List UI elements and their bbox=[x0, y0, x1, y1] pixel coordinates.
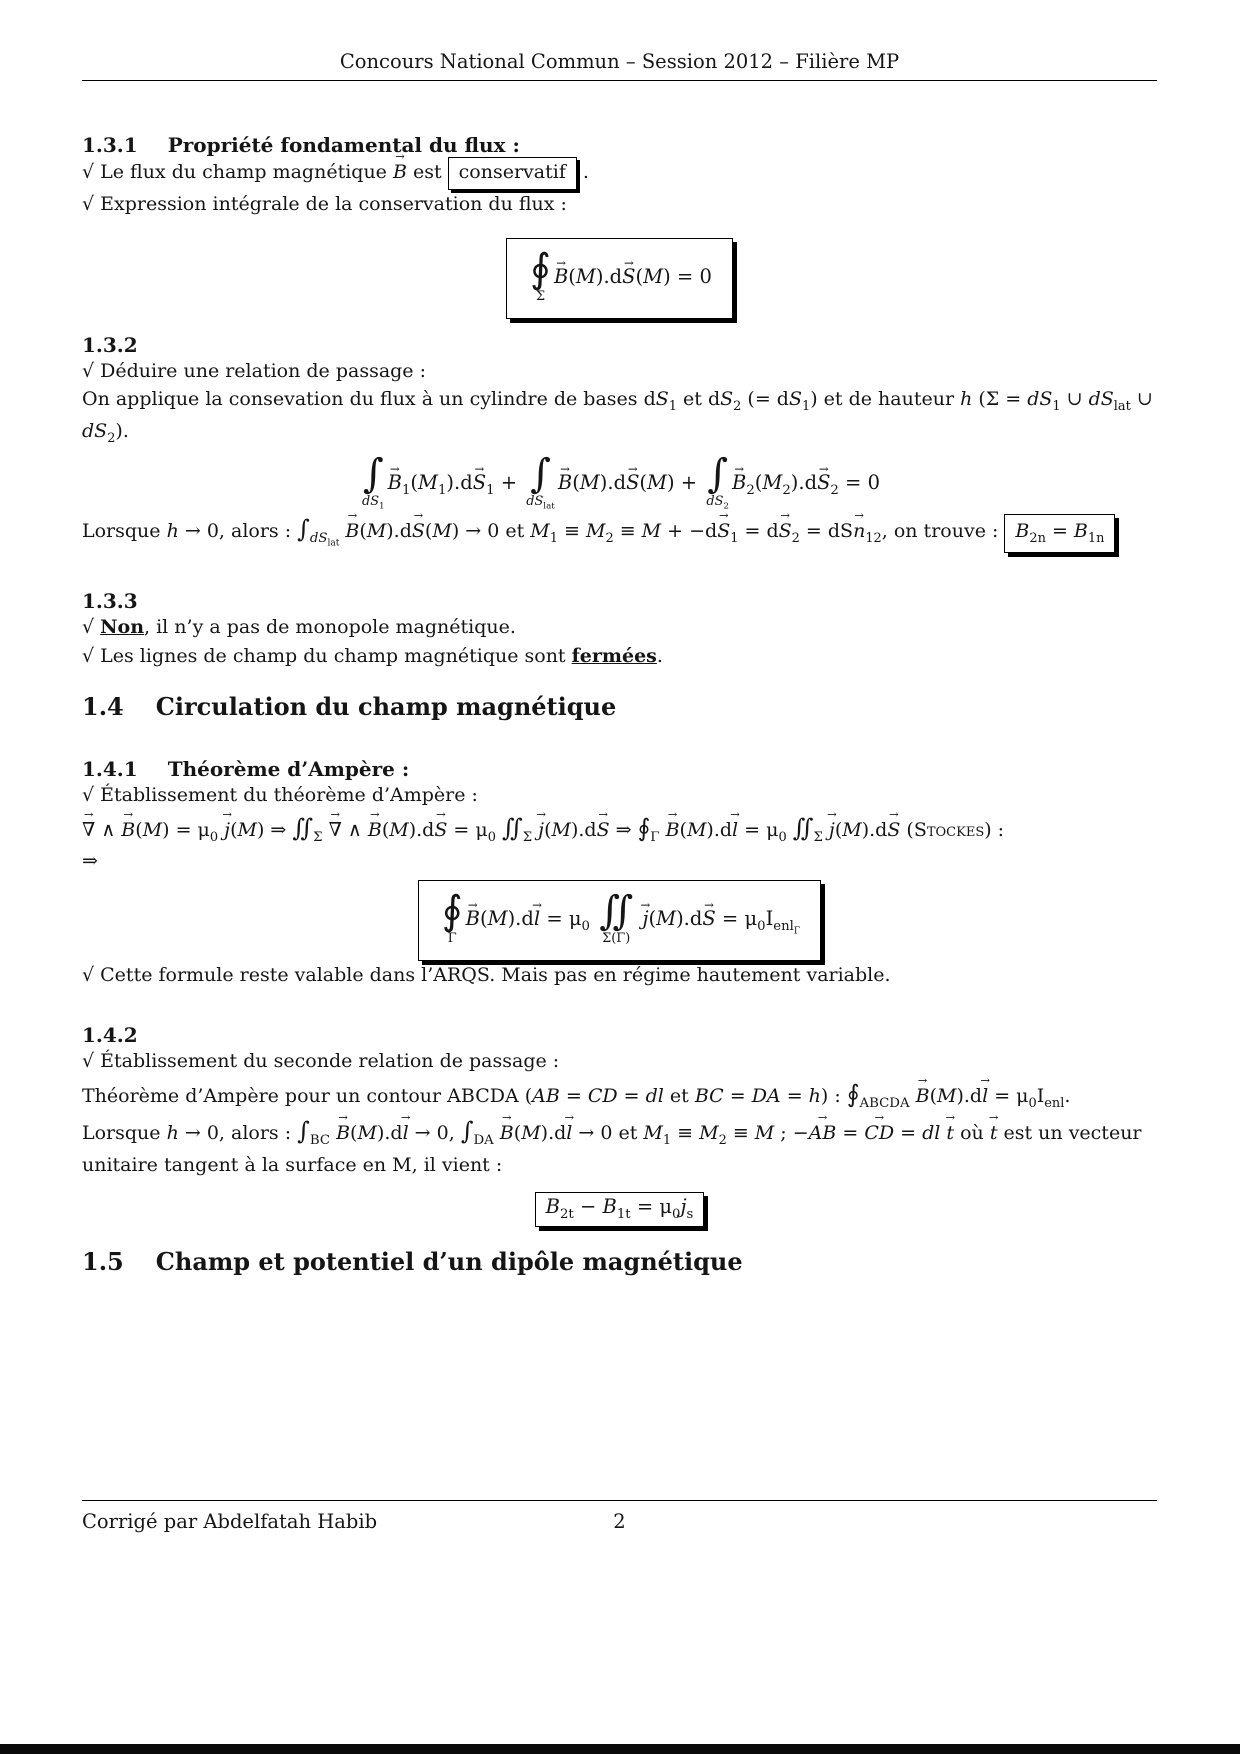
check-line-non-monopole: √ Non, il n’y a pas de monopole magnétique. bbox=[82, 616, 516, 639]
heading-title: Propriété fondamental du flux : bbox=[167, 133, 520, 157]
equation-flux-conservation bbox=[82, 238, 1157, 319]
heading-title: Théorème d’Ampère : bbox=[167, 757, 410, 782]
paragraph-lorsque-contour: Lorsque h → 0, alors : $\int_{BC}$ B →(M).dl → → 0, $\int_{DA}$ B →(M).dl → → 0 et $M_1 \equiv M_2 \equiv M$ ; −AB → = CD → = dl t → où t → est un vecteur unitaire tangent à la surface en M, il vient : bbox=[82, 1113, 1157, 1179]
heading-1-3-1 bbox=[82, 133, 1157, 157]
heading-number: 1.3.1 bbox=[82, 133, 138, 157]
heading-1-3-2 bbox=[82, 333, 1157, 357]
heading-1-4-2 bbox=[82, 1023, 1157, 1047]
paragraph-cylindre: On applique la consevation du flux à un cylindre de bases $dS_1$ et $dS_2$ (= $dS_1$) et de hauteur h ($\Sigma = dS_1$ ∪ $dS_{lat}$ ∪ $dS_2$). bbox=[82, 388, 1153, 446]
document-body bbox=[82, 133, 1157, 1276]
check-line-seconde-relation: √ Établissement du seconde relation de passage : bbox=[82, 1050, 560, 1073]
heading-title: Champ et potentiel d’un dipôle magnétique bbox=[155, 1246, 743, 1276]
heading-number: 1.3.2 bbox=[82, 332, 138, 357]
page-header bbox=[82, 0, 1157, 81]
boxed-equation-flux: ∮ Σ B →(M).dS →(M) = 0 bbox=[506, 238, 733, 319]
implies-line: ⇒ bbox=[82, 850, 98, 873]
check-line-deduire-relation: √ Déduire une relation de passage : bbox=[82, 359, 426, 382]
heading-1-3-3 bbox=[82, 589, 1157, 613]
heading-title: Circulation du champ magnétique bbox=[155, 692, 617, 722]
boxed-equation-ampere: ∮ Γ B →(M).dl → = $\mu_0$ ∬ Σ(Γ) j →(M).dS → = $\mu_0I_{enl_\Gamma}$ bbox=[418, 880, 821, 961]
page-number: 2 bbox=[613, 1510, 626, 1533]
check-line-arqs: √ Cette formule reste valable dans l’ARQS. Mais pas en régime hautement variable. bbox=[82, 963, 891, 986]
heading-1-5 bbox=[82, 1247, 1157, 1276]
page-footer bbox=[82, 1500, 1157, 1533]
equation-theoreme-ampere bbox=[82, 880, 1157, 961]
heading-number: 1.4.1 bbox=[82, 757, 138, 782]
check-line-flux-conservatif: √ Le flux du champ magnétique B → est conservatif . bbox=[82, 157, 1157, 190]
heading-number: 1.3.3 bbox=[82, 589, 138, 614]
header-title: Concours National Commun – Session 2012 – Filière MP bbox=[339, 50, 900, 73]
paragraph-lorsque-h-0: Lorsque h → 0, alors : $\int_{dS_{lat}}$ B →(M).dS →(M) → 0 et $M_1 \equiv M_2 \equiv M + -dS \to_1$ = dS $\to_2$ = dSn $\to_{12}$, on trouve : $B_{2n} = B_{1n}$ bbox=[82, 511, 1157, 553]
check-line-lignes-fermees: √ Les lignes de champ du champ magnétique sont fermées. bbox=[82, 644, 663, 667]
boxed-equation-B2t-B1t: $B_{2t} - B_{1t} = \mu_0j_s$ bbox=[535, 1192, 705, 1227]
result-box-B2n-B1n: $B_{2n} = B_{1n}$ bbox=[1004, 514, 1115, 553]
heading-number: 1.5 bbox=[82, 1246, 124, 1276]
check-line-expression-integrale: √ Expression intégrale de la conservation du flux : bbox=[82, 192, 567, 215]
equation-passage-tangentiel bbox=[82, 1192, 1157, 1227]
heading-1-4 bbox=[82, 692, 1157, 721]
formula-line-stockes: ∇ → ∧ $B \to(M) = \mu_0$ j →(M) ⇒ $∬_\Sigma$ ∇ → ∧ B →(M).dS → = $\mu_0$ $∬_\Sigma$ j →(M).dS → ⇒ $∮_\Gamma$ B →(M).dl → = $\mu_0$ $∬_\Sigma$ j →(M).dS → (Stockes) : bbox=[82, 810, 1157, 848]
heading-1-4-1 bbox=[82, 757, 1157, 781]
footer-author: Corrigé par Abdelfatah Habib bbox=[82, 1510, 378, 1533]
paragraph-contour-abcda: Théorème d’Ampère pour un contour ABCDA (AB = CD = dl et BC = DA = h) : $∮_{ABCDA}$ B →(M).dl → = $\mu_0I_{enl}$. bbox=[82, 1076, 1157, 1114]
conservatif-box: conservatif bbox=[448, 157, 577, 190]
page-bottom-edge bbox=[0, 1744, 1240, 1754]
heading-number: 1.4.2 bbox=[82, 1023, 138, 1048]
equation-cylindre: ∫ $dS_1$ $B \to_1(M_1).dS \to_1$ + ∫ $dS_{lat}$ B →(M).dS →(M) + ∫ $dS_2$ $B \to_2(M_2).dS \to_2 = 0$ bbox=[82, 456, 1157, 511]
heading-number: 1.4 bbox=[82, 692, 124, 722]
check-line-etablissement-ampere: √ Établissement du théorème d’Ampère : bbox=[82, 784, 478, 807]
